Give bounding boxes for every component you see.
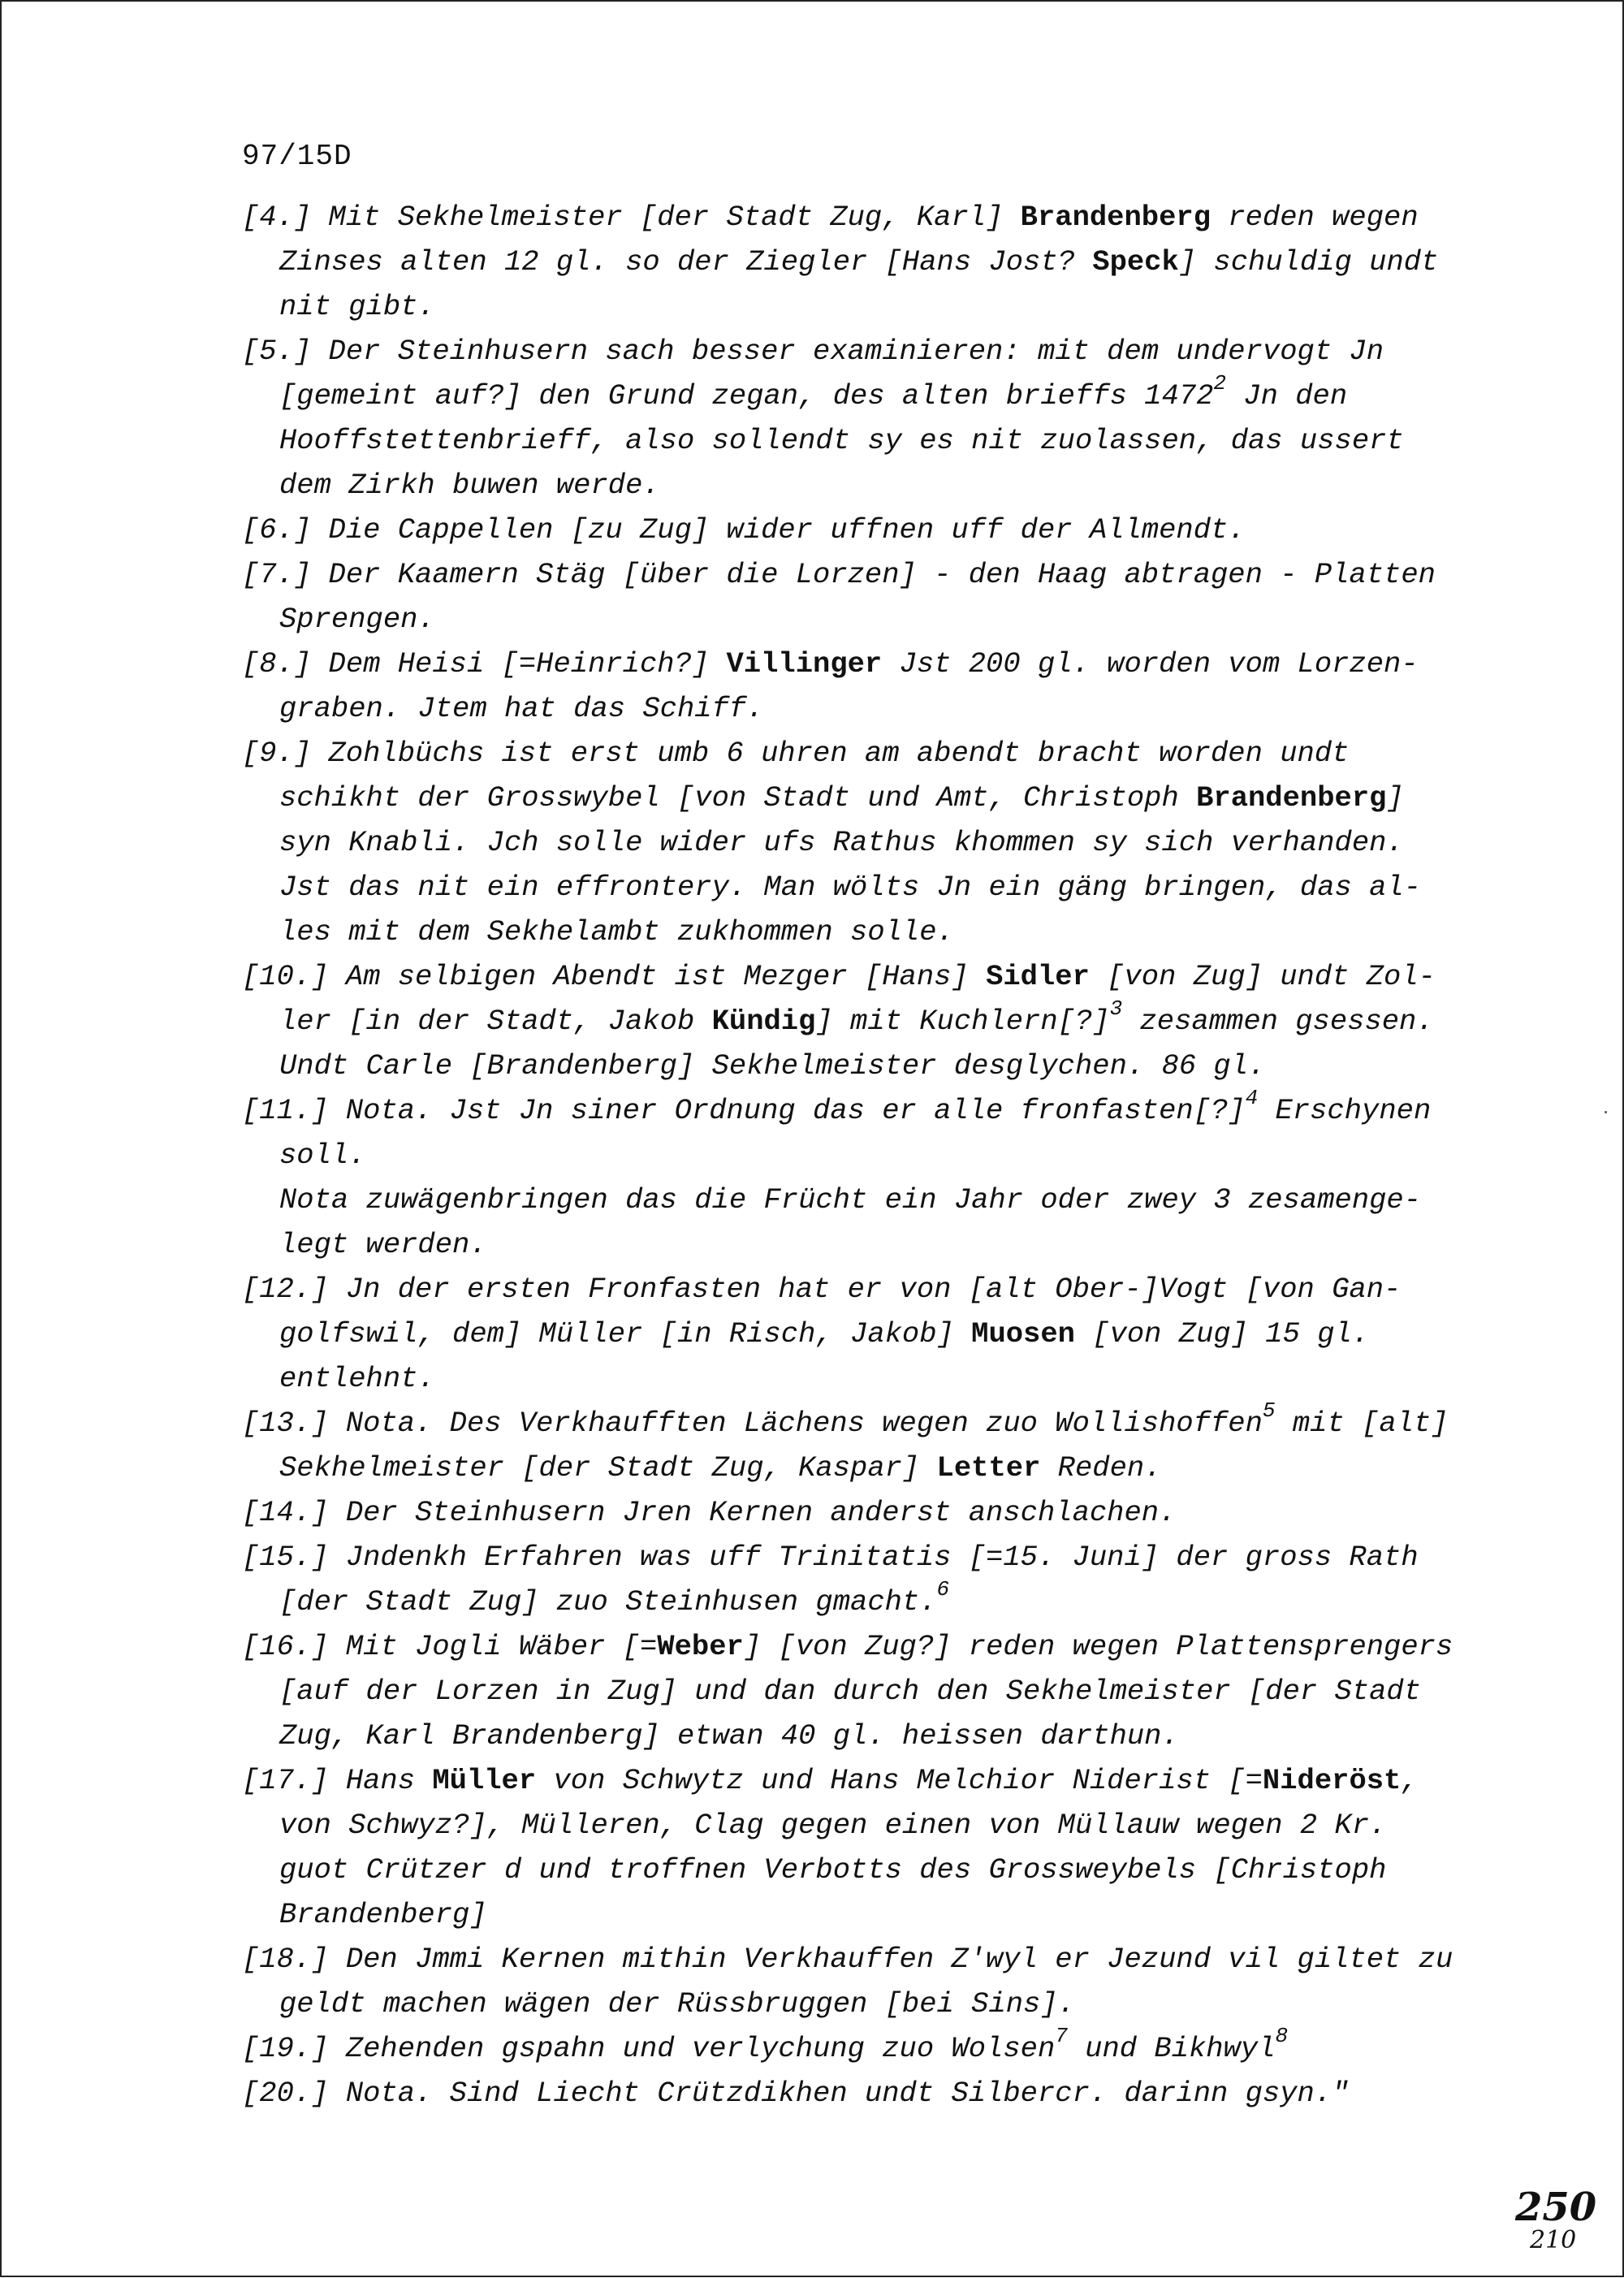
person-name: Letter bbox=[936, 1451, 1041, 1485]
text-segment: soll. bbox=[279, 1139, 366, 1172]
text-segment: ] mit Kuchlern[?] bbox=[815, 1005, 1110, 1038]
person-name: Brandenberg bbox=[1196, 781, 1387, 815]
text-segment: Jst 200 gl. worden vom Lorzen- bbox=[882, 647, 1419, 681]
text-line bbox=[242, 1803, 1492, 1848]
text-segment: Erschynen bbox=[1258, 1094, 1432, 1127]
text-segment: guot Crützer d und troffnen Verbotts des Grossweybels [Christoph bbox=[279, 1853, 1387, 1887]
text-segment: [9.] Zohlbüchs ist erst umb 6 uhren am abendt bracht worden undt bbox=[242, 737, 1350, 770]
text-segment: [5.] Der Steinhusern sach besser examinieren: mit dem undervogt Jn bbox=[242, 335, 1384, 368]
person-name: Nideröst bbox=[1262, 1764, 1402, 1797]
document-id: 97/15D bbox=[242, 140, 352, 173]
text-line bbox=[242, 552, 1492, 597]
text-line bbox=[242, 508, 1492, 552]
text-line bbox=[242, 1088, 1492, 1133]
text-line bbox=[242, 642, 1492, 686]
text-line bbox=[242, 463, 1492, 508]
text-segment: Hooffstettenbrieff, also sollendt sy es nit zuolassen, das ussert bbox=[279, 424, 1404, 457]
text-line bbox=[242, 820, 1492, 865]
text-segment: [gemeint auf?] den Grund zegan, des alten brieffs 1472 bbox=[279, 379, 1214, 413]
text-line bbox=[242, 1312, 1492, 1356]
person-name: Müller bbox=[432, 1764, 537, 1797]
text-segment: [14.] Der Steinhusern Jren Kernen anderst anschlachen. bbox=[242, 1496, 1177, 1529]
text-segment: [6.] Die Cappellen [zu Zug] wider uffnen uff der Allmendt. bbox=[242, 513, 1246, 547]
text-line bbox=[242, 1398, 1492, 1446]
text-segment: Sprengen. bbox=[279, 603, 435, 636]
text-segment: Zinses alten 12 gl. so der Ziegler [Hans Jost? bbox=[279, 245, 1093, 279]
text-segment: [von Zug] undt Zol- bbox=[1089, 960, 1436, 993]
person-name: Sidler bbox=[986, 960, 1090, 993]
text-line bbox=[242, 1669, 1492, 1714]
footnote-marker: 7 bbox=[1055, 2024, 1068, 2048]
text-segment: golfswil, dem] Müller [in Risch, Jakob] bbox=[279, 1317, 972, 1351]
text-segment: Undt Carle [Brandenberg] Sekhelmeister desglychen. 86 gl. bbox=[279, 1049, 1266, 1083]
text-line bbox=[242, 371, 1492, 418]
text-segment: ] schuldig undt bbox=[1178, 245, 1439, 279]
text-line bbox=[242, 1982, 1492, 2026]
text-line bbox=[242, 1624, 1492, 1669]
text-segment: [10.] Am selbigen Abendt ist Mezger [Hans] bbox=[242, 960, 987, 993]
text-line bbox=[242, 597, 1492, 642]
footnote-marker: 6 bbox=[936, 1577, 950, 1602]
text-line bbox=[242, 1356, 1492, 1401]
person-name: Villinger bbox=[726, 647, 883, 681]
person-name: Muosen bbox=[971, 1317, 1075, 1351]
transcription-body bbox=[242, 195, 1492, 2116]
text-segment: [auf der Lorzen in Zug] und dan durch den Sekhelmeister [der Stadt bbox=[279, 1675, 1422, 1708]
text-segment: , bbox=[1401, 1764, 1419, 1797]
text-segment: legt werden. bbox=[279, 1228, 487, 1261]
text-segment: Nota zuwägenbringen das die Frücht ein Jahr oder zwey 3 zesamenge- bbox=[279, 1183, 1422, 1217]
text-segment: [12.] Jn der ersten Fronfasten hat er von [alt Ober-]Vogt [von Gan- bbox=[242, 1273, 1402, 1306]
text-line bbox=[242, 1267, 1492, 1312]
text-line bbox=[242, 2026, 1492, 2071]
footnote-marker: 8 bbox=[1275, 2024, 1289, 2048]
text-segment: [8.] Dem Heisi [=Heinrich?] bbox=[242, 647, 727, 681]
text-segment: Sekhelmeister [der Stadt Zug, Kaspar] bbox=[279, 1451, 937, 1485]
text-segment: Jst das nit ein effrontery. Man wölts Jn ein gäng bringen, das al- bbox=[279, 871, 1422, 904]
text-segment: graben. Jtem hat das Schiff. bbox=[279, 692, 764, 725]
text-line bbox=[242, 910, 1492, 954]
text-segment: [der Stadt Zug] zuo Steinhusen gmacht. bbox=[279, 1585, 937, 1619]
text-segment: [7.] Der Kaamern Stäg [über die Lorzen] - den Haag abtragen - Platten bbox=[242, 558, 1436, 591]
text-segment: von Schwytz und Hans Melchior Niderist [= bbox=[536, 1764, 1263, 1797]
text-segment: Jn den bbox=[1226, 379, 1348, 413]
text-segment: [19.] Zehenden gspahn und verlychung zuo Wolsen bbox=[242, 2032, 1056, 2065]
text-line bbox=[242, 1222, 1492, 1267]
text-line bbox=[242, 1758, 1492, 1803]
text-line bbox=[242, 865, 1492, 910]
footnote-marker: 4 bbox=[1245, 1086, 1259, 1110]
text-segment: Brandenberg] bbox=[279, 1898, 487, 1931]
text-line bbox=[242, 284, 1492, 329]
page-number-secondary: 210 bbox=[1530, 2226, 1577, 2254]
person-name: Weber bbox=[657, 1630, 744, 1663]
text-segment: [17.] Hans bbox=[242, 1764, 433, 1797]
page-number-main: 250 bbox=[1515, 2185, 1597, 2230]
footnote-marker: 2 bbox=[1213, 371, 1226, 396]
text-line bbox=[242, 418, 1492, 463]
text-line bbox=[242, 1446, 1492, 1490]
text-segment: [13.] Nota. Des Verkhaufften Lächens wegen zuo Wollishoffen bbox=[242, 1407, 1263, 1440]
text-segment: [von Zug] 15 gl. bbox=[1074, 1317, 1370, 1351]
footnote-marker: 5 bbox=[1262, 1398, 1276, 1423]
text-line bbox=[242, 1577, 1492, 1624]
person-name: Speck bbox=[1092, 245, 1179, 279]
text-line bbox=[242, 1490, 1492, 1535]
text-segment: reden wegen bbox=[1211, 201, 1419, 234]
person-name: Brandenberg bbox=[1020, 201, 1211, 234]
text-segment: ler [in der Stadt, Jakob bbox=[279, 1005, 712, 1038]
text-segment: [15.] Jndenkh Erfahren was uff Trinitatis [=15. Juni] der gross Rath bbox=[242, 1541, 1419, 1574]
text-line bbox=[242, 1937, 1492, 1982]
text-segment: ] [von Zug?] reden wegen Plattensprengers bbox=[743, 1630, 1453, 1663]
text-line bbox=[242, 731, 1492, 776]
text-line bbox=[242, 1178, 1492, 1222]
text-segment: [20.] Nota. Sind Liecht Crützdikhen undt Silbercr. darinn gsyn." bbox=[242, 2077, 1350, 2110]
text-segment: syn Knabli. Jch solle wider ufs Rathus khommen sy sich verhanden. bbox=[279, 826, 1404, 859]
text-line bbox=[242, 240, 1492, 284]
text-segment: entlehnt. bbox=[279, 1362, 435, 1395]
text-line bbox=[242, 996, 1492, 1044]
text-segment: nit gibt. bbox=[279, 290, 435, 323]
text-line bbox=[242, 1714, 1492, 1758]
text-segment: mit [alt] bbox=[1275, 1407, 1449, 1440]
text-line bbox=[242, 1892, 1492, 1937]
text-line bbox=[242, 1133, 1492, 1178]
text-line bbox=[242, 776, 1492, 820]
text-segment: [11.] Nota. Jst Jn siner Ordnung das er alle fronfasten[?] bbox=[242, 1094, 1246, 1127]
text-line bbox=[242, 686, 1492, 731]
text-segment: les mit dem Sekhelambt zukhommen solle. bbox=[279, 915, 954, 949]
text-line bbox=[242, 1044, 1492, 1088]
text-segment: zesammen gsessen. bbox=[1122, 1005, 1434, 1038]
text-segment: Reden. bbox=[1040, 1451, 1162, 1485]
text-line bbox=[242, 1535, 1492, 1580]
text-segment: [16.] Mit Jogli Wäber [= bbox=[242, 1630, 658, 1663]
text-line bbox=[242, 2071, 1492, 2116]
page-number-stamp bbox=[1510, 2185, 1597, 2254]
text-segment: von Schwyz?], Mülleren, Clag gegen einen von Müllauw wegen 2 Kr. bbox=[279, 1809, 1387, 1842]
text-segment: Zug, Karl Brandenberg] etwan 40 gl. heissen darthun. bbox=[279, 1719, 1179, 1753]
text-segment: schikht der Grosswybel [von Stadt und Amt, Christoph bbox=[279, 781, 1197, 815]
text-line bbox=[242, 954, 1492, 999]
footnote-marker: 3 bbox=[1109, 996, 1123, 1021]
text-line bbox=[242, 329, 1492, 374]
margin-mark bbox=[1605, 1111, 1607, 1113]
text-line bbox=[242, 1848, 1492, 1892]
text-segment: ] bbox=[1386, 781, 1404, 815]
text-segment: [4.] Mit Sekhelmeister [der Stadt Zug, Karl] bbox=[242, 201, 1021, 234]
text-segment: dem Zirkh buwen werde. bbox=[279, 469, 660, 502]
text-segment: und Bikhwyl bbox=[1067, 2032, 1276, 2065]
text-segment: geldt machen wägen der Rüssbruggen [bei Sins]. bbox=[279, 1987, 1075, 2021]
person-name: Kündig bbox=[711, 1005, 816, 1038]
text-segment: [18.] Den Jmmi Kernen mithin Verkhauffen Z'wyl er Jezund vil giltet zu bbox=[242, 1943, 1453, 1976]
text-line bbox=[242, 195, 1492, 240]
